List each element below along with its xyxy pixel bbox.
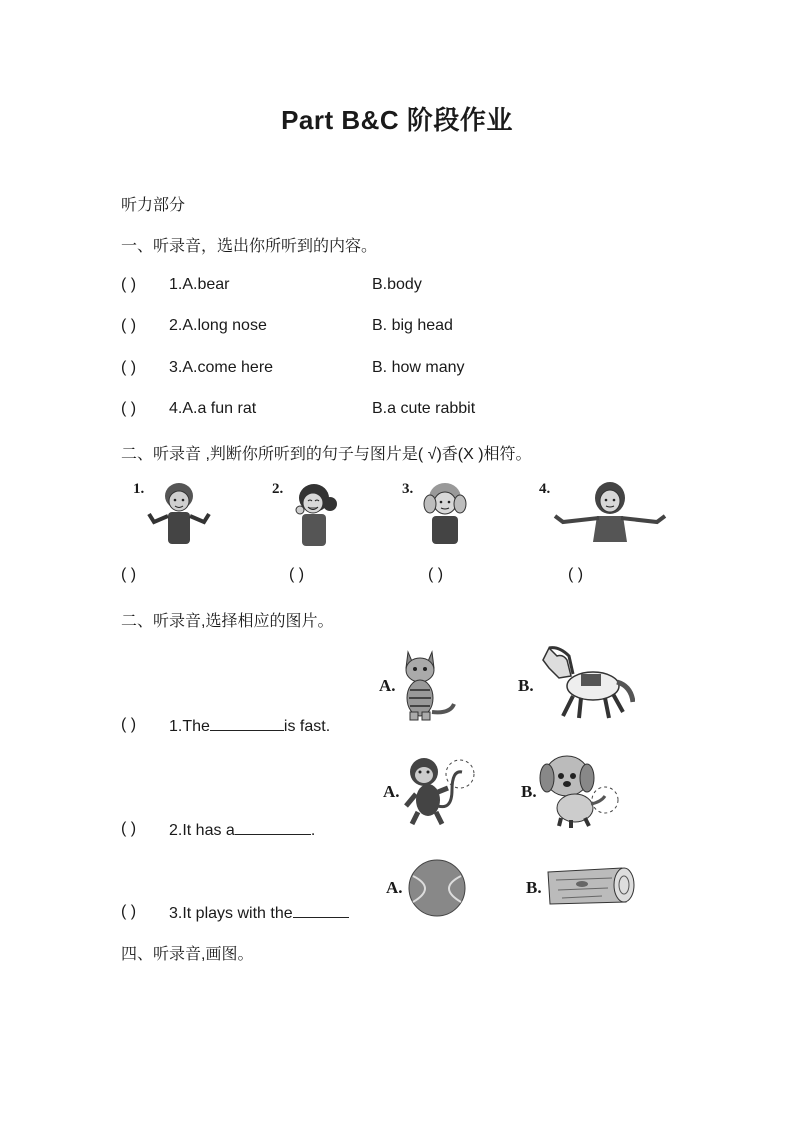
answer-paren[interactable]: ( ) bbox=[289, 566, 305, 583]
answer-paren[interactable]: ( ) bbox=[121, 903, 137, 920]
fill-sentence: 3.It plays with the bbox=[169, 903, 349, 923]
answer-paren[interactable]: ( ) bbox=[428, 566, 444, 583]
section3-heading: 二、听录音,选择相应的图片。 bbox=[121, 613, 334, 630]
picture-number: 1. bbox=[133, 481, 145, 497]
picture-number: 2. bbox=[272, 481, 284, 497]
option-a: 3.A.come here bbox=[169, 359, 274, 376]
answer-blank[interactable] bbox=[210, 716, 284, 731]
girl-arms-spread-icon bbox=[553, 476, 667, 546]
option-b: B. how many bbox=[372, 359, 465, 376]
log-icon bbox=[542, 862, 638, 910]
option-b-label: B. bbox=[526, 878, 542, 897]
answer-paren[interactable]: ( ) bbox=[121, 317, 137, 334]
girl-touching-ears-icon bbox=[416, 478, 474, 546]
answer-paren[interactable]: ( ) bbox=[121, 716, 137, 733]
girl-shrugging-icon bbox=[146, 478, 212, 548]
listening-label: 听力部分 bbox=[121, 197, 186, 214]
section1-heading: 一、听录音，选出你所听到的内容。 bbox=[121, 238, 378, 255]
option-a: 1.A.bear bbox=[169, 276, 230, 293]
option-b: B.a cute rabbit bbox=[372, 400, 476, 417]
fill-sentence: 1.The is fast. bbox=[169, 718, 331, 735]
fill-sentence: 2.It has a . bbox=[169, 822, 316, 839]
answer-paren[interactable]: ( ) bbox=[568, 566, 584, 583]
section2-heading: 二、听录音 ,判断你所听到的句子与图片是( √)香(X )相符。 bbox=[121, 446, 532, 463]
ball-icon bbox=[407, 858, 467, 918]
option-a: 2.A.long nose bbox=[169, 317, 267, 334]
picture-number: 4. bbox=[539, 481, 551, 497]
girl-laughing-icon bbox=[286, 480, 342, 548]
option-a: 4.A.a fun rat bbox=[169, 400, 257, 417]
cat-icon bbox=[398, 644, 458, 724]
picture-number: 3. bbox=[402, 481, 414, 497]
section4-heading: 四、听录音,画图。 bbox=[121, 946, 254, 963]
option-b: B.body bbox=[372, 276, 422, 293]
page-title: Part B&C 阶段作业 bbox=[281, 105, 513, 135]
monkey-tail-icon bbox=[402, 754, 478, 828]
answer-blank[interactable] bbox=[235, 820, 311, 835]
answer-paren[interactable]: ( ) bbox=[121, 276, 137, 293]
option-b-label: B. bbox=[518, 676, 534, 695]
option-a-label: A. bbox=[386, 878, 403, 897]
option-b: B. big head bbox=[372, 317, 453, 334]
answer-paren[interactable]: ( ) bbox=[121, 820, 137, 837]
answer-paren[interactable]: ( ) bbox=[121, 400, 137, 417]
option-b-label: B. bbox=[521, 782, 537, 801]
puppy-tail-icon bbox=[539, 752, 623, 830]
option-a-label: A. bbox=[383, 782, 400, 801]
option-a-label: A. bbox=[379, 676, 396, 695]
answer-paren[interactable]: ( ) bbox=[121, 566, 137, 583]
horse-icon bbox=[535, 646, 635, 722]
answer-paren[interactable]: ( ) bbox=[121, 359, 137, 376]
answer-blank[interactable] bbox=[293, 903, 349, 918]
